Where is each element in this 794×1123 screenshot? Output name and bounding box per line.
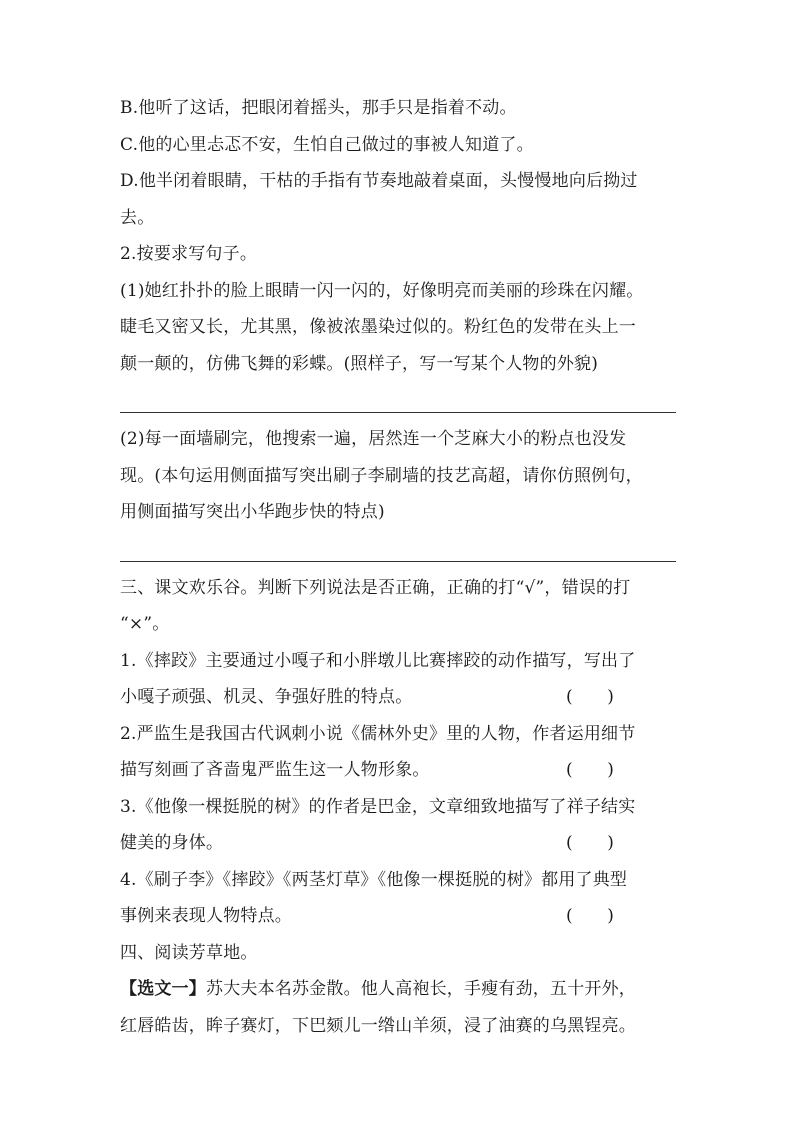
- passage-1-line2: 红唇皓齿，眸子赛灯，下巴颏儿一绺山羊须，浸了油赛的乌黑锃亮。: [120, 1015, 636, 1036]
- tf-item-1-line1: 1.《摔跤》主要通过小嘎子和小胖墩儿比赛摔跤的动作描写，写出了: [120, 650, 636, 671]
- tf-item-4-line2: [120, 898, 620, 935]
- section4-title: 四、阅读芳草地。: [120, 942, 258, 963]
- q2-s1-line1: (1)她红扑扑的脸上眼睛一闪一闪的，好像明亮而美丽的珍珠在闪耀。: [120, 280, 644, 301]
- q2-s2-line3: 用侧面描写突出小华跑步快的特点): [120, 502, 385, 522]
- q2-s2-line1: (2)每一面墙刷完，他搜索一遍，居然连一个芝麻大小的粉点也没发: [120, 429, 627, 449]
- tf-item-3-text: 健美的身体。: [120, 833, 224, 853]
- option-d-line2: 去。: [120, 207, 155, 228]
- section3-title-line2: “×”。: [120, 614, 170, 634]
- tf-item-4-answer[interactable]: ( ): [566, 906, 615, 926]
- answer-line-1[interactable]: [120, 412, 676, 413]
- tf-item-3-line2: [120, 825, 620, 862]
- worksheet-page: [120, 90, 680, 1044]
- tf-item-3-line1: 3.《他像一棵挺脱的树》的作者是巴金，文章细致地描写了祥子结实: [120, 796, 636, 817]
- tf-item-1-text: 小嘎子顽强、机灵、争强好胜的特点。: [120, 687, 413, 707]
- option-d-line1: D.他半闭着眼睛，干枯的手指有节奏地敲着桌面，头慢慢地向后拗过: [120, 171, 638, 191]
- tf-item-1-line2: [120, 679, 620, 716]
- q2-s2-line2: 现。(本句运用侧面描写突出刷子李刷墙的技艺高超，请你仿照例句，: [120, 465, 643, 486]
- tf-item-1-answer[interactable]: ( ): [566, 687, 615, 707]
- tf-item-2-answer[interactable]: ( ): [566, 760, 615, 780]
- option-b: B.他听了这话，把眼闭着摇头，那手只是指着不动。: [120, 98, 517, 118]
- q2-title: 2.按要求写句子。: [120, 244, 258, 264]
- section3-title-line1: 三、课文欢乐谷。判断下列说法是否正确，正确的打“√”，错误的打: [120, 577, 631, 598]
- q2-s1-line3: 颠一颠的，仿佛飞舞的彩蝶。(照样子，写一写某个人物的外貌): [120, 353, 599, 374]
- passage-1-line1: [120, 971, 680, 1008]
- option-c: C.他的心里忐忑不安，生怕自己做过的事被人知道了。: [120, 134, 534, 155]
- answer-line-2[interactable]: [120, 561, 676, 562]
- tf-item-4-text: 事例来表现人物特点。: [120, 906, 292, 926]
- passage-tag: 【选文一】: [120, 979, 206, 999]
- passage-1-line1-text: 苏大夫本名苏金散。他人高袍长，手瘦有劲，五十开外，: [206, 979, 636, 999]
- tf-item-3-answer[interactable]: ( ): [566, 833, 615, 853]
- q2-s1-line2: 睫毛又密又长，尤其黑，像被浓墨染过似的。粉红色的发带在头上一: [120, 317, 636, 337]
- tf-item-2-text: 描写刻画了吝啬鬼严监生这一人物形象。: [120, 760, 430, 780]
- tf-item-2-line1: 2.严监生是我国古代讽刺小说《儒林外史》里的人物，作者运用细节: [120, 723, 636, 744]
- tf-item-4-line1: 4.《刷子李》《摔跤》《两茎灯草》《他像一棵挺脱的树》都用了典型: [120, 869, 628, 890]
- tf-item-2-line2: [120, 752, 620, 789]
